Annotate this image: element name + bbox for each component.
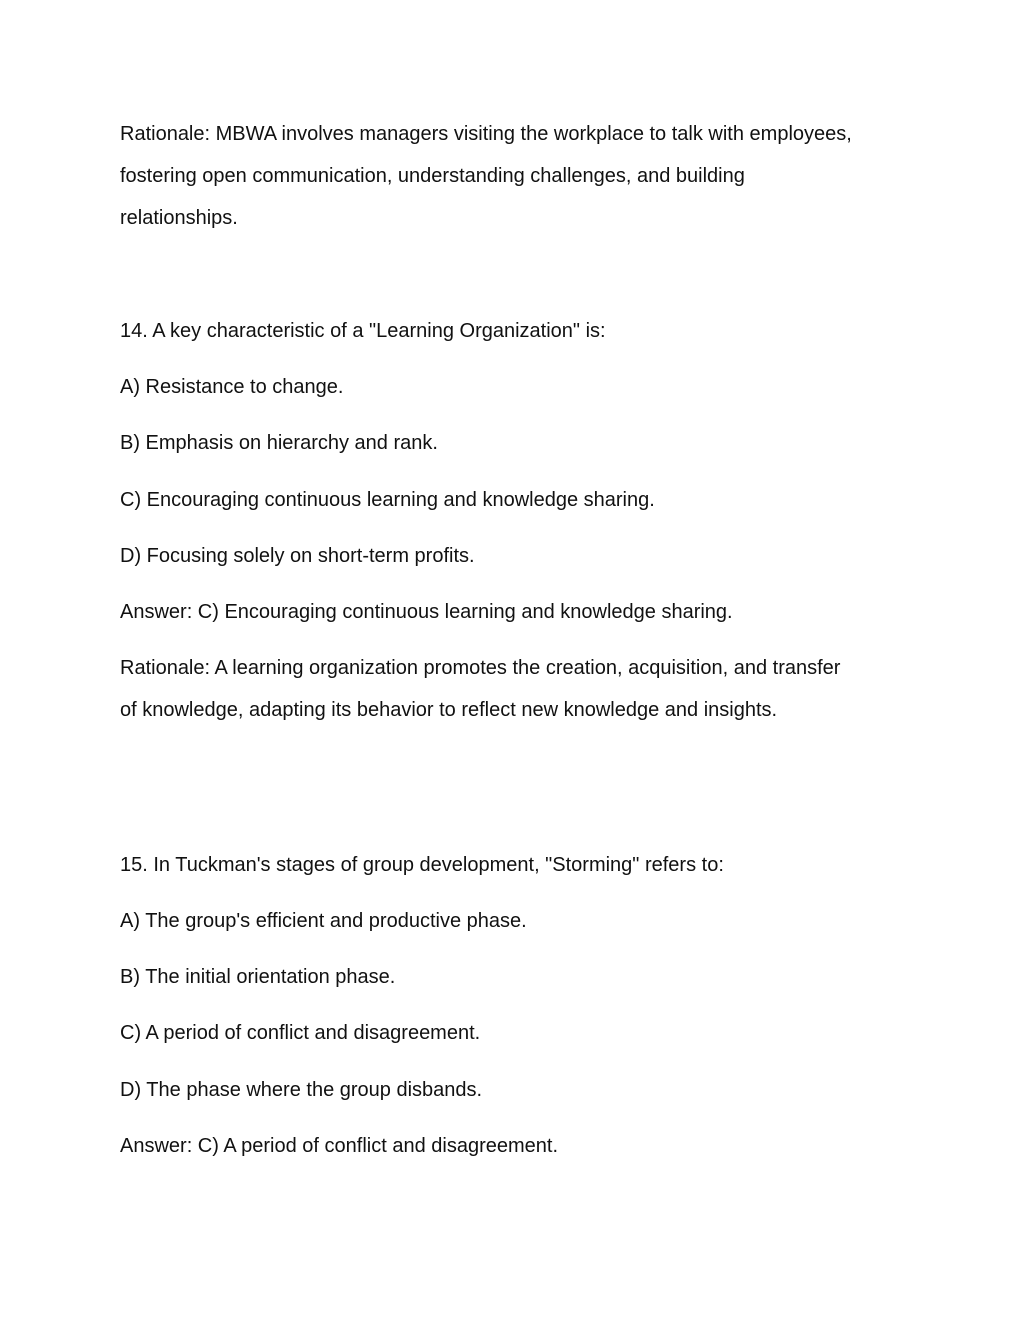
- q14-rationale: Rationale: A learning organization promotes the creation, acquisition, and transfer of knowledge, adapting its behavior to reflect new knowledge and insights.: [120, 657, 841, 721]
- q14-option-d: D) Focusing solely on short-term profits.: [120, 545, 475, 567]
- q14-answer: Answer: C) Encouraging continuous learning and knowledge sharing.: [120, 601, 733, 623]
- q14-option-b: B) Emphasis on hierarchy and rank.: [120, 432, 438, 454]
- document-page: [120, 0, 880, 1320]
- q15-option-a: A) The group's efficient and productive phase.: [120, 910, 527, 932]
- q15-answer: Answer: C) A period of conflict and disagreement.: [120, 1135, 559, 1157]
- q14-option-a: A) Resistance to change.: [120, 376, 344, 398]
- q15-option-c: C) A period of conflict and disagreement.: [120, 1022, 481, 1044]
- prev-rationale: Rationale: MBWA involves managers visiting the workplace to talk with employees, fostering open communication, understanding challenges, and building relationships.: [120, 123, 852, 229]
- q15-question: 15. In Tuckman's stages of group development, "Storming" refers to:: [120, 854, 724, 876]
- q15-option-b: B) The initial orientation phase.: [120, 966, 396, 988]
- q14-option-c: C) Encouraging continuous learning and knowledge sharing.: [120, 489, 655, 511]
- q15-option-d: D) The phase where the group disbands.: [120, 1079, 483, 1101]
- q14-question: 14. A key characteristic of a "Learning Organization" is:: [120, 320, 606, 342]
